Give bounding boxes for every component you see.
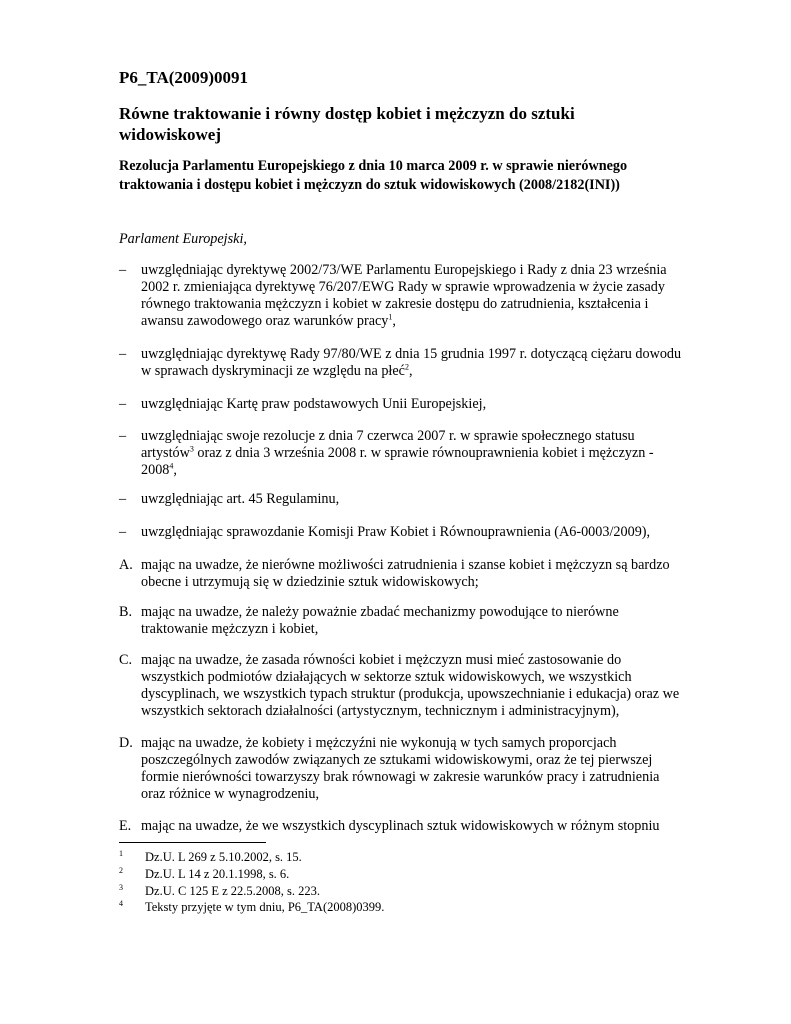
footnote-text: Dz.U. L 269 z 5.10.2002, s. 15. bbox=[145, 850, 302, 864]
citation-text: uwzględniając dyrektywę 2002/73/WE Parlamentu Europejskiego i Rady z dnia 23 września 2002 r. zmieniająca dyrektywę 76/207/EWG Rady w sprawie wprowadzenia w życie zasady równego traktowania mężczyzn i kobiet w zakresie dostępu do zatrudnienia, kształcenia i awansu zawodowego oraz warunków pracy$^1$, bbox=[141, 262, 667, 329]
recital-item bbox=[119, 604, 684, 638]
dash-marker: – bbox=[119, 396, 127, 412]
document-subtitle: Rezolucja Parlamentu Europejskiego z dnia 10 marca 2009 r. w sprawie nierównego traktowania i dostępu kobiet i mężczyzn do sztuk widowiskowych (2008/2182(INI)) bbox=[119, 158, 628, 193]
dash-marker: – bbox=[119, 491, 127, 507]
footnote-ref[interactable]: 3 bbox=[189, 444, 194, 454]
recital-marker: B. bbox=[119, 604, 133, 620]
citation-item bbox=[119, 346, 684, 380]
document-title: Równe traktowanie i równy dostęp kobiet i mężczyzn do sztuki widowiskowej bbox=[119, 104, 575, 144]
citation-text: uwzględniając swoje rezolucje z dnia 7 czerwca 2007 r. w sprawie społecznego statusu artystów$^3$ oraz z dnia 3 września 2008 r. w sprawie równouprawnienia kobiet i mężczyzn - 2008$^4$, bbox=[141, 428, 654, 478]
document-id: P6_TA(2009)0091 bbox=[119, 68, 249, 87]
recital-item bbox=[119, 818, 684, 835]
recital-item bbox=[119, 735, 684, 803]
citation-item bbox=[119, 524, 684, 541]
footnote-text: Dz.U. C 125 E z 22.5.2008, s. 223. bbox=[145, 884, 320, 898]
citation-text: uwzględniając art. 45 Regulaminu, bbox=[141, 491, 340, 507]
footnote-ref[interactable]: 1 bbox=[388, 312, 393, 322]
citation-text: uwzględniając dyrektywę Rady 97/80/WE z dnia 15 grudnia 1997 r. dotyczącą ciężaru dowodu w sprawach dyskryminacji ze względu na płeć$^2$, bbox=[141, 346, 682, 379]
intro-parliament: Parlament Europejski, bbox=[119, 231, 247, 247]
footnote-number: 3 bbox=[119, 883, 123, 892]
footnote-ref[interactable]: 4 bbox=[169, 461, 174, 471]
recital-marker: C. bbox=[119, 652, 133, 668]
footnote-item bbox=[119, 866, 619, 882]
recital-text: mając na uwadze, że nierówne możliwości zatrudnienia i szanse kobiet i mężczyzn są bardzo obecne i utrzymują się w dziedzinie sztuk widowiskowych; bbox=[141, 557, 670, 590]
recital-text: mając na uwadze, że należy poważnie zbadać mechanizmy powodujące to nierówne traktowanie mężczyzn i kobiet, bbox=[141, 604, 619, 637]
citation-text: uwzględniając Kartę praw podstawowych Unii Europejskiej, bbox=[141, 396, 487, 412]
footnote-item bbox=[119, 883, 619, 899]
footnote-divider bbox=[119, 842, 266, 843]
dash-marker: – bbox=[119, 262, 127, 278]
citation-item bbox=[119, 428, 684, 479]
recital-text: mając na uwadze, że kobiety i mężczyźni nie wykonują w tych samych proporcjach poszczególnych zawodów związanych ze sztukami widowiskowymi, oraz że tej pierwszej formie nierówności towarzyszy brak równowagi w zakresie warunków pracy i zatrudnienia oraz różnice w wynagrodzeniu, bbox=[141, 735, 660, 802]
dash-marker: – bbox=[119, 428, 127, 444]
footnote-number: 2 bbox=[119, 866, 123, 875]
recital-marker: E. bbox=[119, 818, 132, 834]
dash-marker: – bbox=[119, 346, 127, 362]
recital-item bbox=[119, 557, 684, 591]
dash-marker: – bbox=[119, 524, 127, 540]
footnote-ref[interactable]: 2 bbox=[404, 362, 409, 372]
recital-marker: D. bbox=[119, 735, 133, 751]
footnote-text: Teksty przyjęte w tym dniu, P6_TA(2008)0399. bbox=[145, 900, 385, 914]
citation-item bbox=[119, 262, 684, 330]
footnote-number: 4 bbox=[119, 899, 123, 908]
footnote-item bbox=[119, 899, 619, 915]
recital-text: mając na uwadze, że we wszystkich dyscyplinach sztuk widowiskowych w różnym stopniu bbox=[141, 818, 660, 834]
citation-item bbox=[119, 396, 684, 413]
recital-item bbox=[119, 652, 684, 720]
footnote-text: Dz.U. L 14 z 20.1.1998, s. 6. bbox=[145, 867, 290, 881]
footnote-item bbox=[119, 849, 619, 865]
citation-text: uwzględniając sprawozdanie Komisji Praw Kobiet i Równouprawnienia (A6-0003/2009), bbox=[141, 524, 651, 540]
footnote-number: 1 bbox=[119, 849, 123, 858]
citation-item bbox=[119, 491, 684, 508]
recital-text: mając na uwadze, że zasada równości kobiet i mężczyzn musi mieć zastosowanie do wszystkich podmiotów działających w sektorze sztuk widowiskowych, we wszystkich dyscyplinach, we wszystkich typach struktur (produkcja, upowszechnianie i edukacja) oraz we wszystkich sektorach działalności (artystycznym, technicznym i administracyjnym), bbox=[141, 652, 680, 719]
recital-marker: A. bbox=[119, 557, 133, 573]
